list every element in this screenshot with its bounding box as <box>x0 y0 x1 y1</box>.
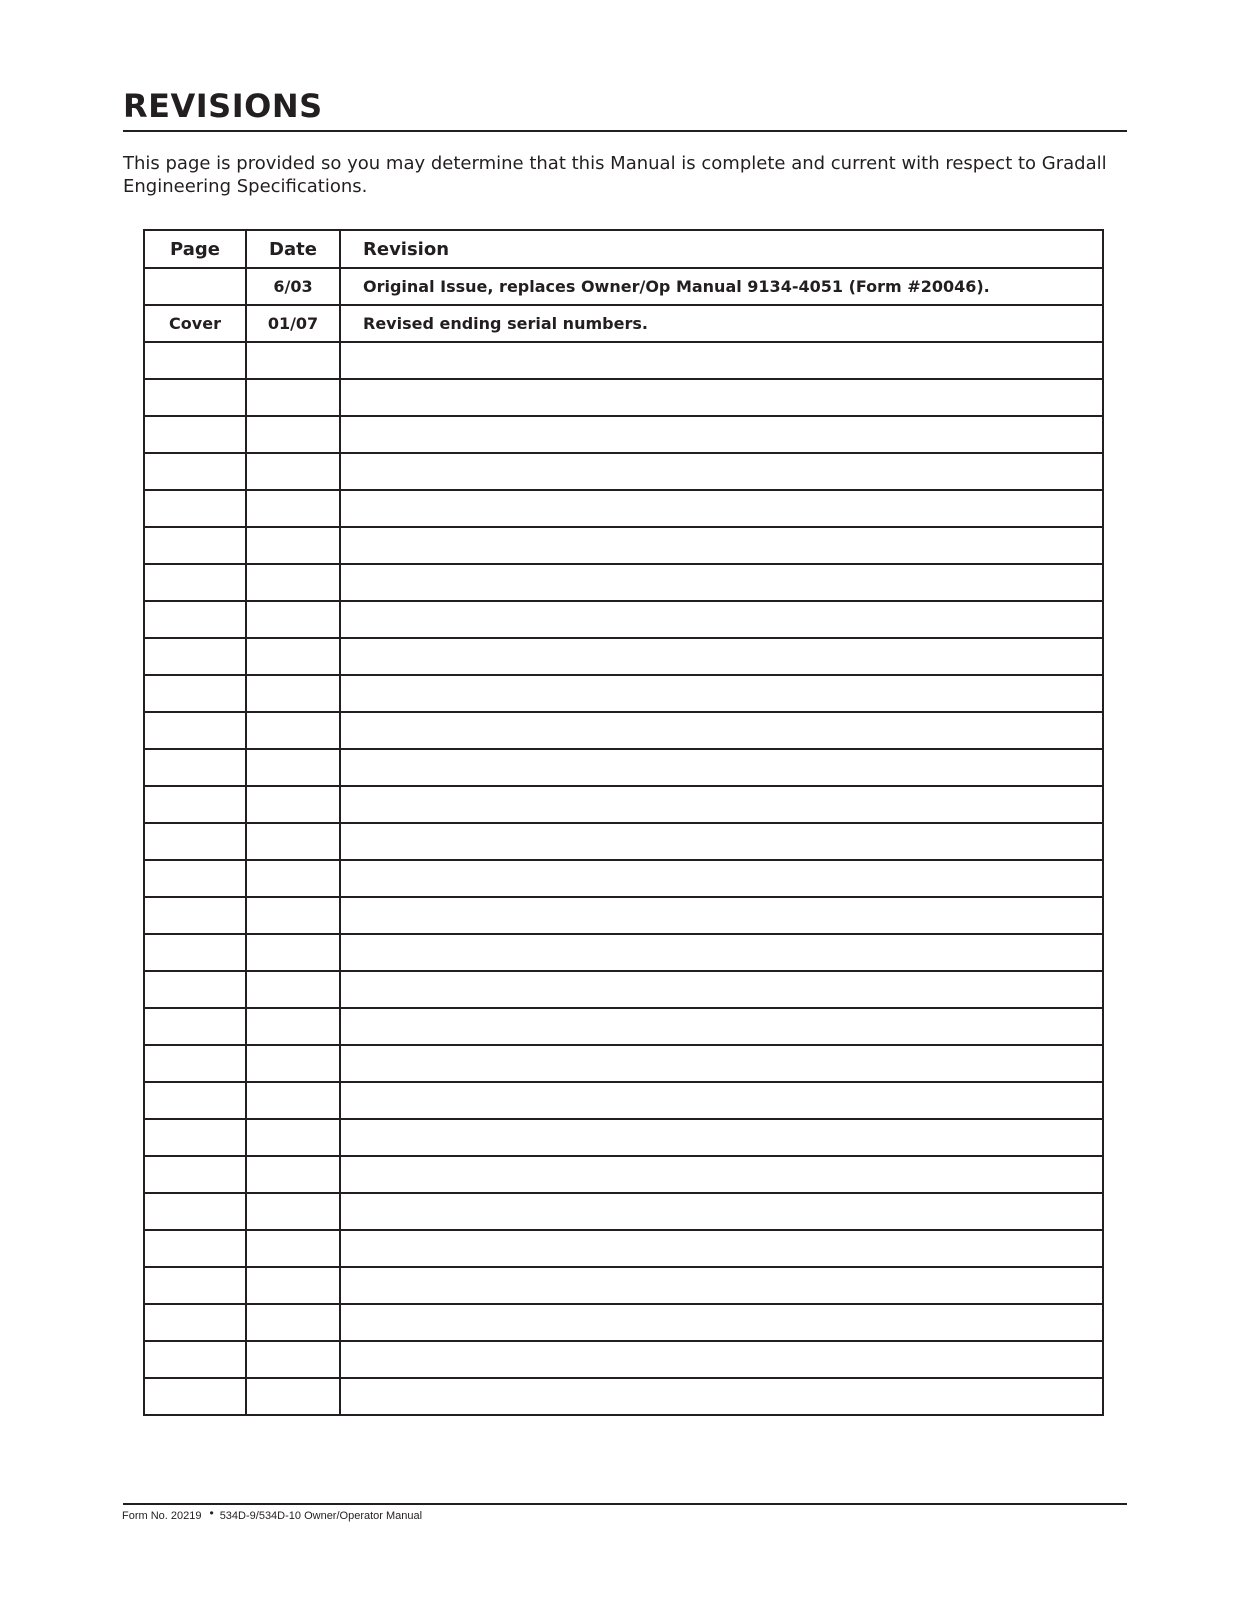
cell-revision <box>340 342 1103 379</box>
page-footer <box>122 1508 422 1523</box>
footer-manual-title: 534D-9/534D-10 Owner/Operator Manual <box>219 1510 423 1522</box>
cell-revision <box>340 675 1103 712</box>
cell-revision <box>340 379 1103 416</box>
table-row <box>144 342 1103 379</box>
table-row <box>144 1156 1103 1193</box>
cell-revision <box>340 823 1103 860</box>
cell-date <box>246 490 340 527</box>
table-row <box>144 860 1103 897</box>
cell-revision <box>340 490 1103 527</box>
table-row <box>144 416 1103 453</box>
table-header-row <box>144 230 1103 268</box>
table-row <box>144 453 1103 490</box>
cell-page <box>144 601 246 638</box>
cell-date <box>246 1378 340 1415</box>
cell-date <box>246 379 340 416</box>
cell-date <box>246 749 340 786</box>
table-row <box>144 786 1103 823</box>
cell-revision <box>340 601 1103 638</box>
table-row <box>144 527 1103 564</box>
table-row <box>144 379 1103 416</box>
cell-revision <box>340 749 1103 786</box>
footer-form-number: Form No. 20219 <box>122 1510 202 1522</box>
footer-bullet: • <box>209 1506 214 1520</box>
table-row <box>144 1045 1103 1082</box>
cell-date <box>246 712 340 749</box>
cell-page <box>144 1304 246 1341</box>
table-row <box>144 823 1103 860</box>
table-row <box>144 1008 1103 1045</box>
table-row <box>144 675 1103 712</box>
table-row <box>144 268 1103 305</box>
table-row <box>144 1119 1103 1156</box>
table-row <box>144 1341 1103 1378</box>
cell-page <box>144 675 246 712</box>
cell-page <box>144 490 246 527</box>
cell-revision <box>340 1119 1103 1156</box>
cell-page <box>144 934 246 971</box>
cell-revision <box>340 1193 1103 1230</box>
table-row <box>144 1267 1103 1304</box>
cell-date: 01/07 <box>246 305 340 342</box>
table-row <box>144 971 1103 1008</box>
cell-page <box>144 1082 246 1119</box>
cell-revision <box>340 971 1103 1008</box>
intro-paragraph: This page is provided so you may determine that this Manual is complete and current with respect to Gradall Engineering Specifications. <box>123 153 1107 197</box>
cell-date <box>246 786 340 823</box>
cell-page <box>144 823 246 860</box>
cell-page <box>144 1045 246 1082</box>
cell-date: 6/03 <box>246 268 340 305</box>
cell-date <box>246 1267 340 1304</box>
footer-divider <box>123 1503 1127 1505</box>
cell-page <box>144 527 246 564</box>
cell-date <box>246 1045 340 1082</box>
cell-page: Cover <box>144 305 246 342</box>
cell-page <box>144 1119 246 1156</box>
cell-revision <box>340 638 1103 675</box>
cell-revision <box>340 786 1103 823</box>
cell-page <box>144 1008 246 1045</box>
cell-date <box>246 1304 340 1341</box>
table-row <box>144 305 1103 342</box>
cell-page <box>144 897 246 934</box>
cell-date <box>246 601 340 638</box>
table-row <box>144 749 1103 786</box>
table-row <box>144 1378 1103 1415</box>
cell-revision <box>340 564 1103 601</box>
header-page: Page <box>144 230 246 268</box>
table-row <box>144 897 1103 934</box>
cell-revision <box>340 1378 1103 1415</box>
table-row <box>144 490 1103 527</box>
cell-revision <box>340 453 1103 490</box>
cell-page <box>144 453 246 490</box>
table-row <box>144 712 1103 749</box>
cell-page <box>144 1156 246 1193</box>
cell-page <box>144 638 246 675</box>
cell-revision <box>340 1341 1103 1378</box>
cell-date <box>246 1082 340 1119</box>
cell-page <box>144 1230 246 1267</box>
table-row <box>144 1082 1103 1119</box>
cell-date <box>246 564 340 601</box>
table-row <box>144 601 1103 638</box>
cell-page <box>144 749 246 786</box>
cell-revision <box>340 1304 1103 1341</box>
cell-page <box>144 971 246 1008</box>
cell-revision <box>340 1156 1103 1193</box>
cell-revision <box>340 527 1103 564</box>
cell-page <box>144 1267 246 1304</box>
cell-revision <box>340 897 1103 934</box>
cell-revision <box>340 416 1103 453</box>
cell-page <box>144 786 246 823</box>
cell-date <box>246 675 340 712</box>
revisions-table <box>143 229 1104 1416</box>
cell-page <box>144 712 246 749</box>
cell-revision <box>340 1045 1103 1082</box>
cell-revision <box>340 934 1103 971</box>
cell-date <box>246 638 340 675</box>
cell-page <box>144 1341 246 1378</box>
cell-revision <box>340 860 1103 897</box>
cell-date <box>246 860 340 897</box>
table-row <box>144 1304 1103 1341</box>
cell-page <box>144 342 246 379</box>
header-revision: Revision <box>340 230 1103 268</box>
cell-page <box>144 860 246 897</box>
title-divider <box>123 130 1127 132</box>
cell-date <box>246 823 340 860</box>
table-row <box>144 1193 1103 1230</box>
table-row <box>144 638 1103 675</box>
page-title: REVISIONS <box>123 87 323 125</box>
cell-date <box>246 1230 340 1267</box>
table-row <box>144 1230 1103 1267</box>
cell-date <box>246 1156 340 1193</box>
cell-page <box>144 1193 246 1230</box>
cell-page <box>144 564 246 601</box>
cell-page <box>144 379 246 416</box>
cell-revision <box>340 1008 1103 1045</box>
cell-revision: Original Issue, replaces Owner/Op Manual 9134-4051 (Form #20046). <box>340 268 1103 305</box>
cell-date <box>246 897 340 934</box>
cell-date <box>246 527 340 564</box>
cell-page <box>144 268 246 305</box>
cell-date <box>246 416 340 453</box>
revisions-table-body <box>144 268 1103 1415</box>
cell-date <box>246 1008 340 1045</box>
cell-revision <box>340 1267 1103 1304</box>
cell-revision <box>340 712 1103 749</box>
cell-date <box>246 342 340 379</box>
header-date: Date <box>246 230 340 268</box>
cell-revision <box>340 1230 1103 1267</box>
cell-date <box>246 971 340 1008</box>
cell-date <box>246 934 340 971</box>
cell-page <box>144 1378 246 1415</box>
cell-date <box>246 453 340 490</box>
cell-date <box>246 1119 340 1156</box>
cell-revision: Revised ending serial numbers. <box>340 305 1103 342</box>
table-row <box>144 564 1103 601</box>
table-row <box>144 934 1103 971</box>
cell-date <box>246 1341 340 1378</box>
cell-page <box>144 416 246 453</box>
cell-date <box>246 1193 340 1230</box>
cell-revision <box>340 1082 1103 1119</box>
